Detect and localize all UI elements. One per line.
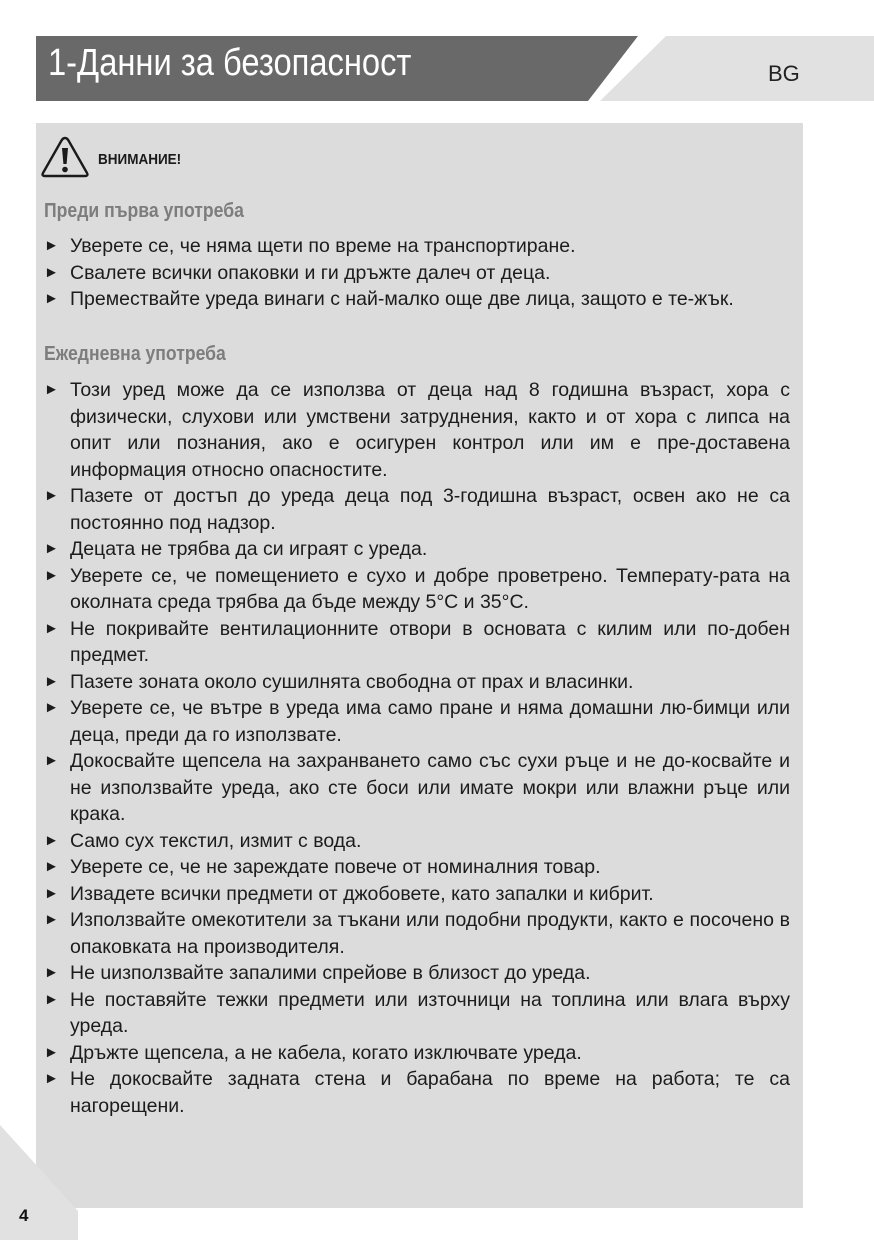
bullet-arrow-icon: ► xyxy=(44,884,59,902)
list-item: ► Използвайте омекотители за тъкани или подобни продукти, както е посочено в опаковката на производителя. xyxy=(44,909,790,958)
daily-use-list xyxy=(42,377,790,1119)
warning-label: ВНИМАНИЕ! xyxy=(98,150,182,168)
list-item: ► Този уред може да се използва от деца над 8 годишна възраст, хора с физически, слухови или умствени затруднения, както и от хора с липса на опит или познания, ако е осигурен контрол или им е пре-доставена информация относно опасностите. xyxy=(44,379,790,481)
section-heading: Ежедневна употреба xyxy=(44,343,226,365)
page-corner-decoration xyxy=(0,1125,120,1240)
first-use-list xyxy=(42,233,790,313)
language-code: BG xyxy=(768,61,800,86)
list-item: ► Извадете всички предмети от джобовете, като запалки и кибрит. xyxy=(42,881,790,908)
list-item: ► Премествайте уреда винаги с най-малко още две лица, защото е те-жък. xyxy=(42,286,790,313)
bullet-arrow-icon: ► xyxy=(44,487,59,504)
list-item: ► Само сух текстил, измит с вода. xyxy=(42,828,790,855)
bullet-arrow-icon: ► xyxy=(44,752,59,769)
bullet-arrow-icon: ► xyxy=(44,290,59,307)
list-item: ► Уверете се, че няма щети по време на транспортиране. xyxy=(42,233,790,260)
list-item: ► Не поставяйте тежки предмети или източници на топлина или влага върху уреда. xyxy=(44,988,790,1037)
list-item: ► Не uизползвайте запалими спрейове в близост до уреда. xyxy=(42,960,790,987)
bullet-arrow-icon: ► xyxy=(44,990,59,1008)
bullet-arrow-icon: ► xyxy=(44,964,59,981)
list-item: ► Пазете зоната около сушилнята свободна от прах и власинки. xyxy=(42,669,790,696)
page-title: 1-Данни за безопасност xyxy=(48,42,412,84)
bullet-arrow-icon: ► xyxy=(44,831,59,849)
section-heading: Преди първа употреба xyxy=(44,200,244,222)
warning-block xyxy=(40,135,190,179)
list-item: ► Уверете се, че вътре в уреда има само пране и няма домашни лю-бимци или деца, преди да го използвате. xyxy=(44,697,790,746)
list-item: ► Уверете се, че не зареждате повече от номиналния товар. xyxy=(42,854,790,881)
bullet-arrow-icon: ► xyxy=(44,858,59,875)
bullet-arrow-icon: ► xyxy=(44,1070,59,1087)
page-number: 4 xyxy=(19,1206,29,1225)
list-item: ► Уверете се, че помещението е сухо и добре проветрено. Температу-рата на околната среда трябва да бъде между 5°C и 35°C. xyxy=(44,564,790,613)
bullet-arrow-icon: ► xyxy=(44,672,59,690)
bullet-arrow-icon: ► xyxy=(44,911,59,928)
list-item: ► Свалете всички опаковки и ги дръжте далеч от деца. xyxy=(42,260,790,287)
header-accent-shape xyxy=(600,36,874,101)
bullet-arrow-icon: ► xyxy=(44,566,59,584)
bullet-arrow-icon: ► xyxy=(44,1043,59,1061)
list-item: ► Дръжте щепсела, а не кабела, когато изключвате уреда. xyxy=(42,1040,790,1067)
bullet-arrow-icon: ► xyxy=(44,263,59,281)
warning-triangle-icon xyxy=(40,135,90,179)
list-item: ► Пазете от достъп до уреда деца под 3-годишна възраст, освен ако не са постоянно под надзор. xyxy=(44,485,790,534)
bullet-arrow-icon: ► xyxy=(44,381,59,398)
bullet-arrow-icon: ► xyxy=(44,619,59,637)
list-item: ► Докосвайте щепсела на захранването само със сухи ръце и не до-косвайте и не използвайте уреда, ако сте боси или имате мокри или влажни ръце или крака. xyxy=(44,750,790,825)
list-item: ► Не покривайте вентилационните отвори в основата с килим или по-добен предмет. xyxy=(44,617,790,666)
list-item: ► Децата не трябва да си играят с уреда. xyxy=(42,536,790,563)
list-item: ► Не докосвайте задната стена и барабана по време на работа; те са нагорещени. xyxy=(44,1068,790,1117)
safety-panel xyxy=(36,123,803,1208)
bullet-arrow-icon: ► xyxy=(44,540,59,557)
bullet-arrow-icon: ► xyxy=(44,237,59,254)
bullet-arrow-icon: ► xyxy=(44,699,59,716)
